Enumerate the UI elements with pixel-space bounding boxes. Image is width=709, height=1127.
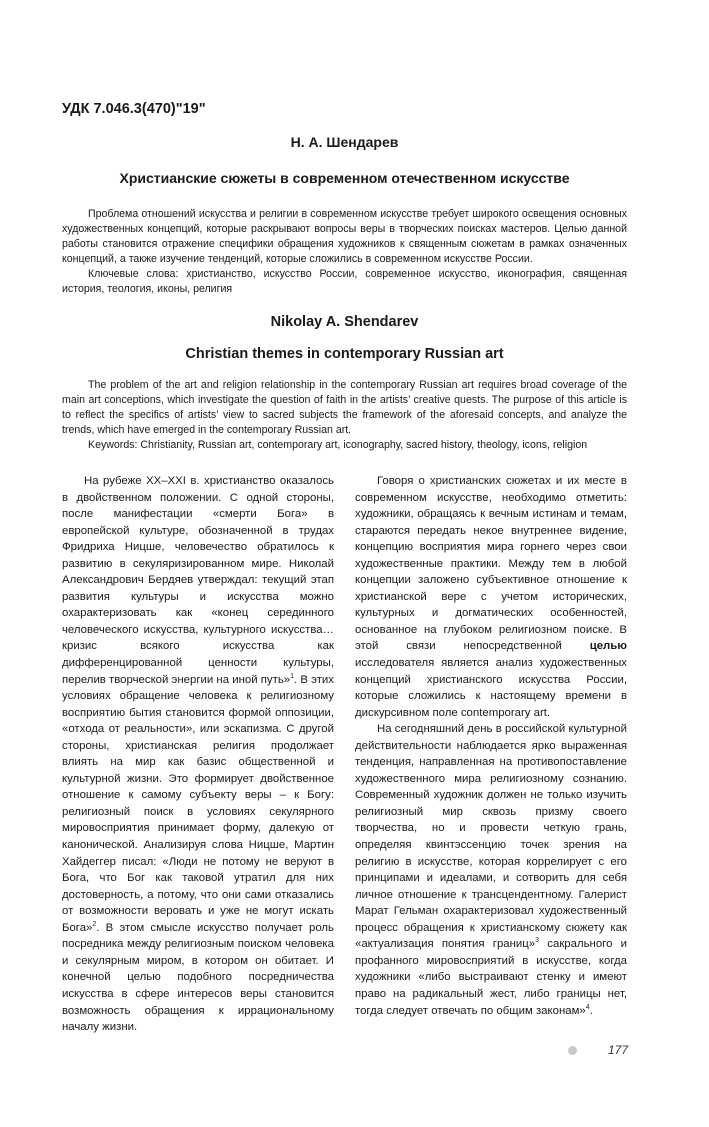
article-title-ru: Христианские сюжеты в современном отечественном искусстве: [119, 170, 570, 186]
paragraph-3-part-c: .: [589, 1004, 593, 1017]
footnote-ref-4[interactable]: 4: [585, 1003, 590, 1011]
keywords-en: Keywords: Christianity, Russian art, contemporary art, iconography, sacred history, theology, icons, religion: [88, 439, 588, 451]
paragraph-3: [355, 721, 627, 1019]
udk-code: УДК 7.046.3(470)"19": [62, 101, 206, 117]
footnote-ref-1[interactable]: 1: [290, 672, 295, 680]
abstract-ru-text: Проблема отношений искусства и религии в современном искусстве требует широкого освещения основных художественных концепций, которые раскрывают вопросы веры в творческих поисках мастеров. Целью данной работы становится отражение специфики обращения художников к священным сюжетам в рамках означенных концепций, а также изучение тенденций, которые сложились в современном искусстве России.: [62, 208, 627, 265]
paragraph-2-part-a: Говоря о христианских сюжетах и их месте в современном искусстве, необходимо отметить: художники, обращаясь к вечным истинам и темам, стараются передать некое внутреннее видение, концепцию восприятия мира горнего через свои художественные практики. Между тем в любой концепции заложено субъективное отношение к христианской вере с учетом исторических, культурных и догматических особенностей, основанное на глубоком религиозном поиске. В этой связи непосредственной: [355, 475, 627, 653]
footer-dot-icon: [568, 1046, 577, 1055]
goal-keyword: целью: [589, 640, 627, 653]
paragraph-1-part-c: . В этом смысле искусство получает роль посредника между религиозным поиском человека и секулярным миром, в котором он обитает. И конечной целью подобного посредничества искусства в сфере интересов веры становится возможность обращения к иррациональному началу жизни.: [62, 921, 334, 1034]
body-columns: [62, 473, 627, 1036]
page-footer: [560, 1043, 630, 1059]
abstract-ru: [62, 207, 627, 297]
author-name-ru: Н. А. Шендарев: [290, 134, 399, 150]
abstract-en-text: The problem of the art and religion relationship in the contemporary Russian art requires broad coverage of the main art conceptions, which investigate the question of faith in the artists’ creative quests. The purpose of this article is to reflect the specifics of artists’ view to sacred subjects the framework of the aforesaid concepts, and analyze the trends, which have emerged in the contemporary Russian art.: [62, 379, 627, 436]
paragraph-2-part-b: исследователя является анализ художественных концепций христианского искусства России, которые сложились к настоящему времени в дискурсивном поле contemporary art.: [355, 657, 627, 719]
paragraph-1: [62, 473, 334, 1036]
paragraph-3-part-b: сакрального и профанного мировосприятий в искусстве, когда художники «либо выстраивают стенку и имеют право на радикальный жест, либо границы нет, тогда следует отвечать по общим законам»: [355, 938, 628, 1017]
footnote-ref-2[interactable]: 2: [92, 920, 97, 928]
paragraph-2: [355, 473, 627, 721]
page-number: 177: [607, 1043, 628, 1057]
paragraph-3-part-a: На сегодняшний день в российской культурной действительности наблюдается ярко выраженная тенденция, направленная на противопоставление художественного мира религиозному сознанию. Современный художник должен не только изучить религиозный мир сквозь призму своего творчества, но и провести четкую грань, определяя квинтэссенцию точек зрения на религию в искусстве, которая коррелирует с его принципами и идеалами, и сотворить для себя личное отношение к трансцендентному. Галерист Марат Гельман охарактеризовал художественный процесс обращения к христианскому сюжету как «актуализация понятия границ»: [355, 723, 627, 951]
right-column: [355, 473, 627, 1036]
article-title-en: Christian themes in contemporary Russian art: [185, 346, 504, 362]
left-column: [62, 473, 334, 1036]
paragraph-1-part-a: На рубеже XX–XXI в. христианство оказалось в двойственном положении. С одной стороны, после манифестации «смерти Бога» в европейской культуре, обозначенной в трудах Фридриха Ницше, человечество обратилось к развитию в секуляризированном мире. Николай Александрович Бердяев утверждал: текущий этап развития культуры и искусства можно охарактеризовать как «конец серединного человеческого искусства, культурного искусства… кризис всякого искусства как дифференцированной ценности культуры, перелив творческой энергии на иной путь»: [62, 475, 334, 686]
keywords-ru: Ключевые слова: христианство, искусство России, современное искусство, иконография, священная история, теология, иконы, религия: [62, 268, 627, 295]
footnote-ref-3[interactable]: 3: [535, 937, 540, 945]
paragraph-1-part-b: . В этих условиях обращение человека к религиозному восприятию бытия становится формой оппозиции, «отхода от реальности», или эскапизма. С другой стороны, христианская религия продолжает влиять на мир как базис общественной и культурной жизни. Это формирует двойственное отношение к самому субъекту веры – к Богу: религиозный поиск в условиях секулярного мировосприятия принимает форму, далекую от канонической. Анализируя слова Ницше, Мартин Хайдеггер писал: «Люди не потому не веруют в Бога, что Бог как таковой утратил для них достоверность, а потому, что они сами отказались от возможности веровать и уже не могут искать Бога»: [62, 673, 334, 934]
author-name-en: Nikolay A. Shendarev: [270, 314, 419, 330]
abstract-en: [62, 378, 627, 453]
